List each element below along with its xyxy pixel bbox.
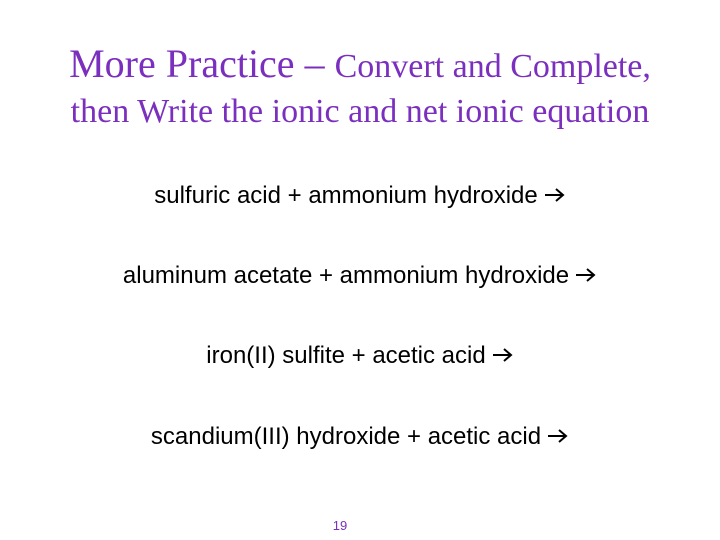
- reaction-text: aluminum acetate + ammonium hydroxide: [122, 262, 570, 289]
- reaction-line-4: [0, 421, 720, 453]
- right-arrow-icon: [575, 267, 597, 283]
- title-main: More Practice: [69, 41, 295, 86]
- right-arrow-icon: [492, 347, 514, 363]
- title-rest: Convert and Complete,: [334, 48, 651, 85]
- reaction-line-1: [0, 180, 720, 212]
- reaction-text: scandium(III) hydroxide + acetic acid: [150, 423, 542, 450]
- reaction-text: iron(II) sulfite + acetic acid: [206, 342, 486, 369]
- reaction-line-3: [0, 340, 720, 372]
- right-arrow-icon: [544, 187, 566, 203]
- right-arrow-icon: [547, 428, 569, 444]
- reaction-text: sulfuric acid + ammonium hydroxide: [154, 182, 538, 209]
- slide-title-line-2: then Write the ionic and net ionic equation: [70, 93, 650, 130]
- page-number: 19: [332, 518, 348, 533]
- slide-title-line-1: [0, 36, 720, 92]
- reaction-line-2: [0, 260, 720, 292]
- title-dash: –: [294, 41, 335, 86]
